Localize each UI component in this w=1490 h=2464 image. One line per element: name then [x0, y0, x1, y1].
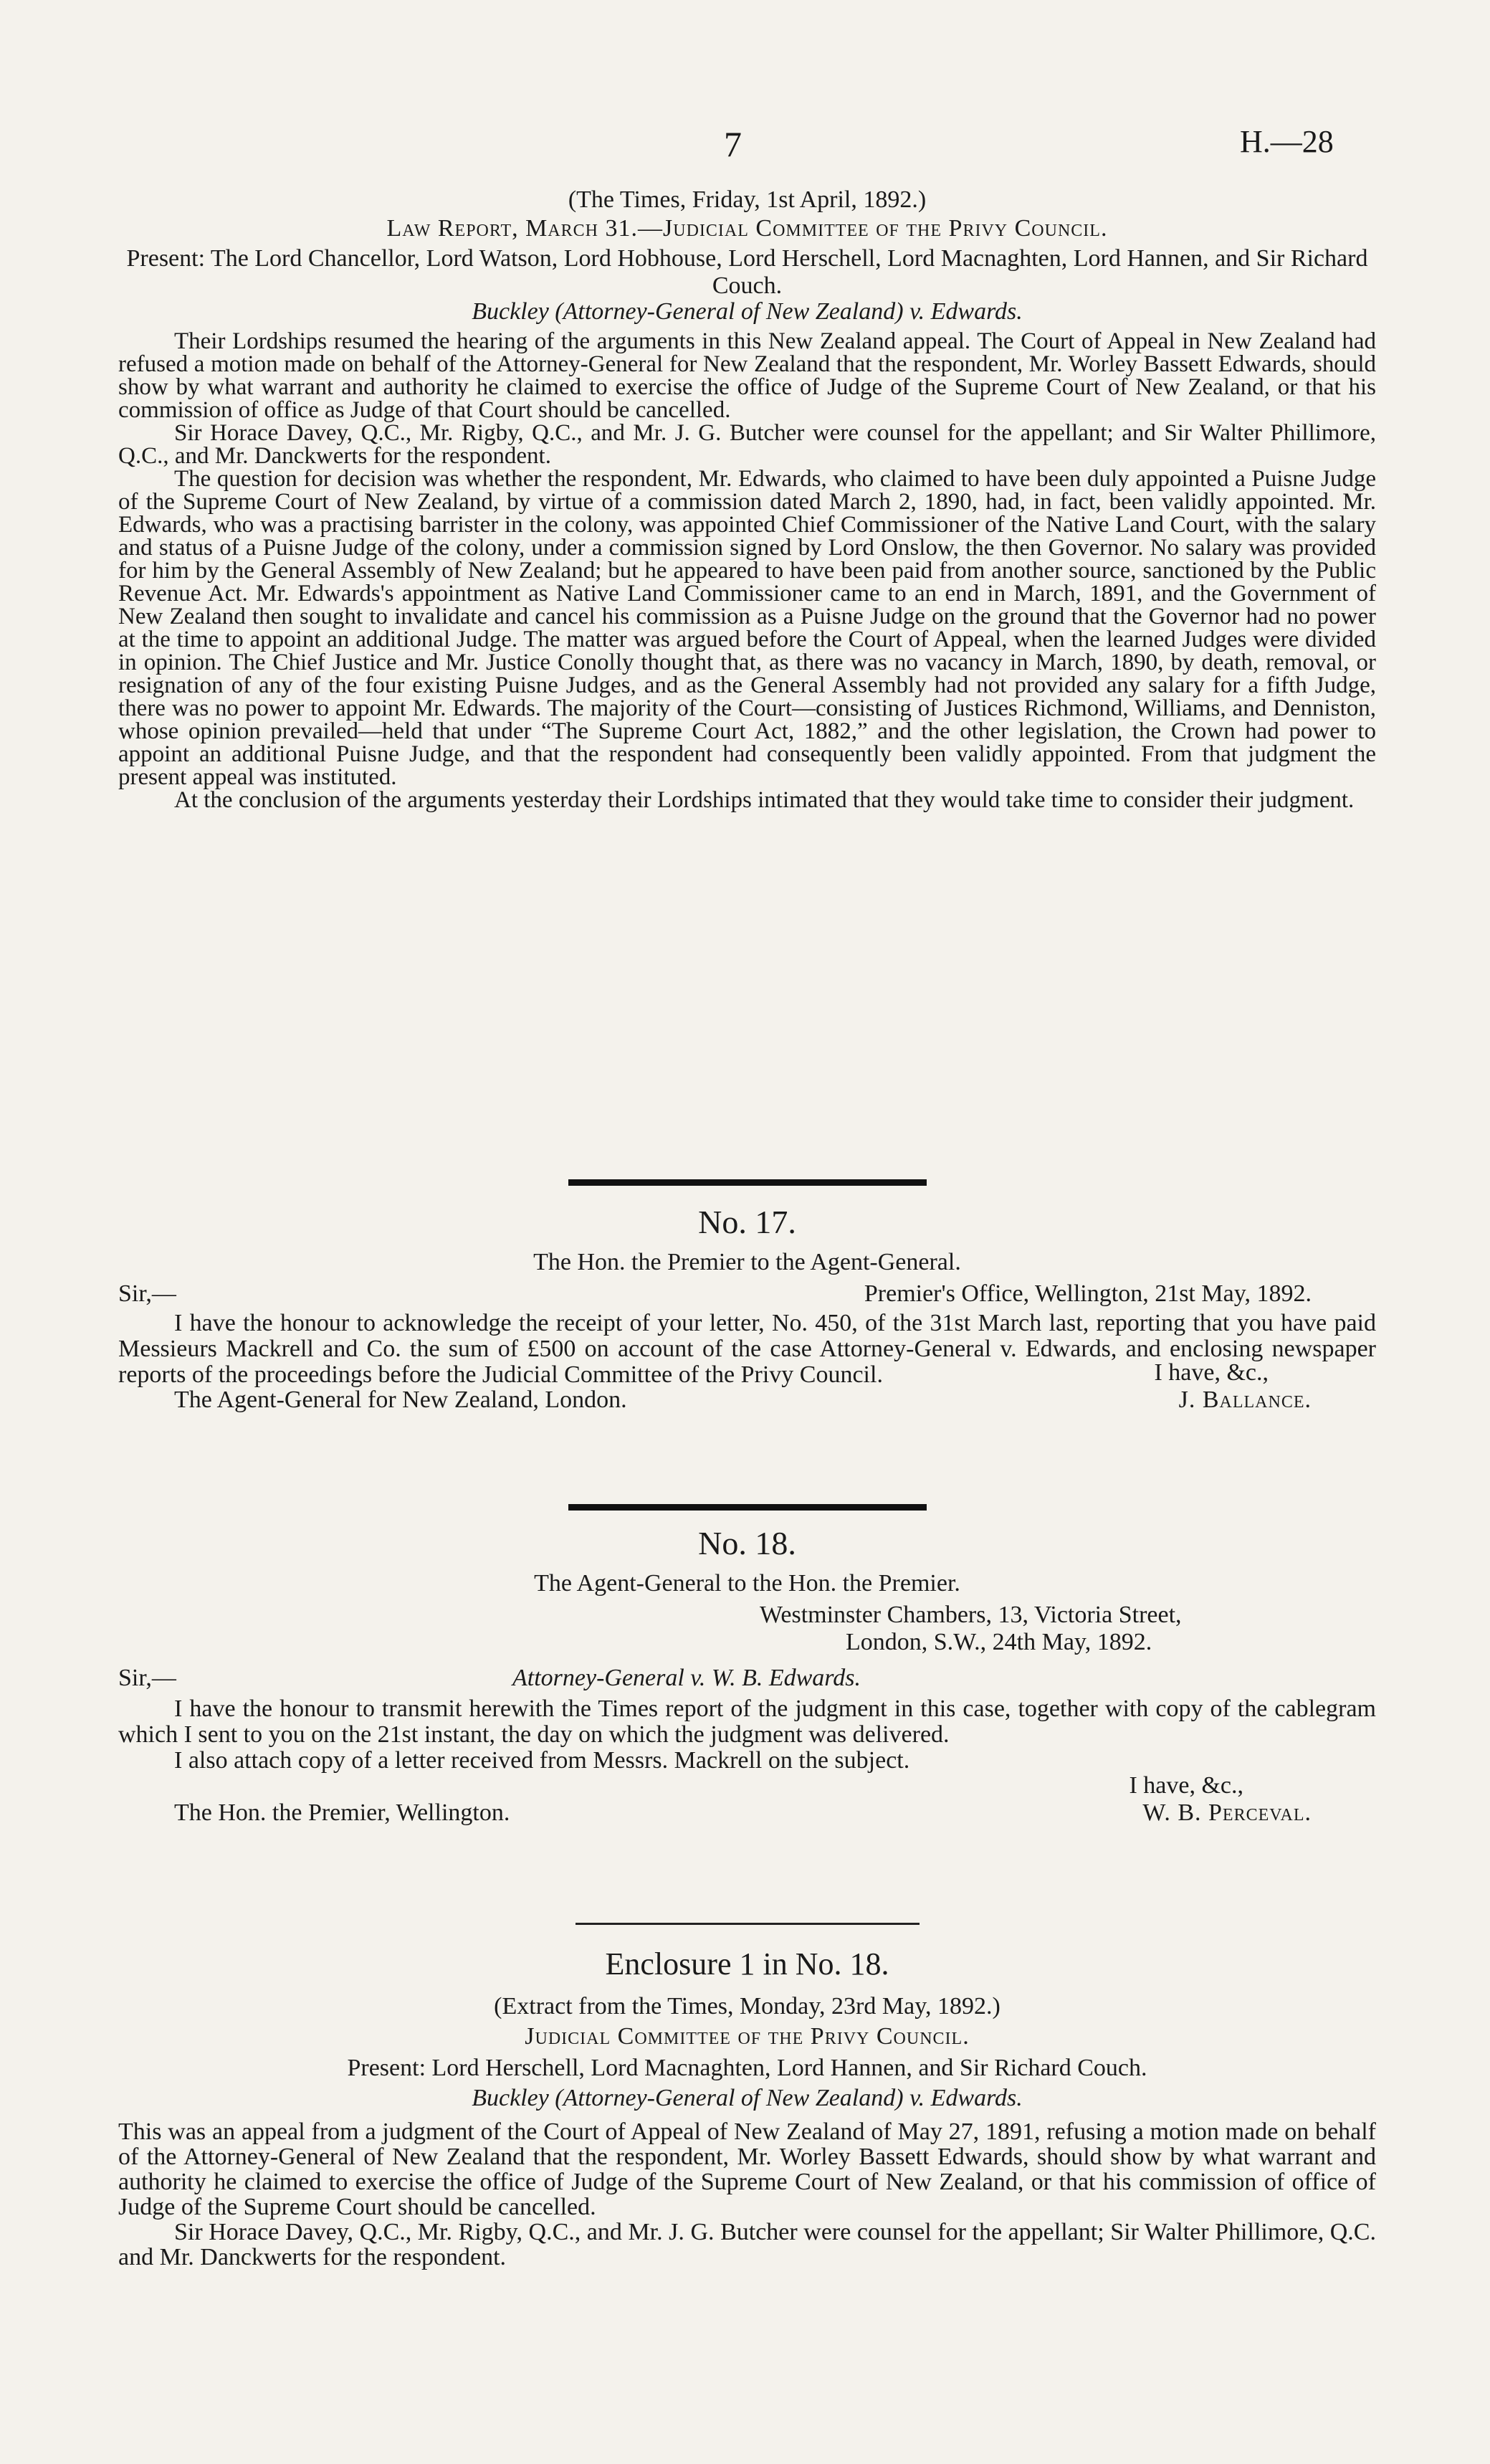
section-divider — [118, 1504, 1376, 1511]
enclosure-paragraph-1: This was an appeal from a judgment of the Court of Appeal of New Zealand of May 27, 1891, refusing a motion made on behalf of the Attorney-General of New Zealand that the respondent, Mr. Worley Bassett Edwards, should show by what warrant and authority he claimed to exercise the office of Judge of the Supreme Court of New Zealand, or that his commission of office of Judge of the Supreme Court should be cancelled. — [118, 2118, 1376, 2220]
thick-rule — [568, 1179, 927, 1186]
enclosure-case: Buckley (Attorney-General of New Zealand) v. Edwards. — [472, 2085, 1023, 2111]
letter-18-addressee: The Hon. the Premier, Wellington. — [174, 1799, 510, 1826]
letter-18-address-line2: London, S.W., 24th May, 1892. — [846, 1629, 1152, 1655]
letter-17-body: I have the honour to acknowledge the receipt of your letter, No. 450, of the 31st March last, reporting that you have paid Messieurs Mackrell and Co. the sum of £500 on account of the case Attorney-General v. Edwards, and enclosing newspaper reports of the proceedings before the Judicial Committee of the Privy Council. — [118, 1310, 1376, 1388]
enclosure-section — [118, 1946, 1376, 2270]
thick-rule — [568, 1504, 927, 1511]
document-reference: H.—28 — [1240, 124, 1334, 159]
section-divider — [118, 1179, 1376, 1186]
enclosure-title: Enclosure 1 in No. 18. — [605, 1946, 889, 1982]
letter-no-18 — [118, 1527, 1376, 1830]
letter-17-place-date: Premier's Office, Wellington, 21st May, 1892. — [864, 1280, 1312, 1307]
letter-17-salutation: Sir,— — [118, 1280, 176, 1307]
times-report-present: Present: The Lord Chancellor, Lord Watson, Lord Hobhouse, Lord Herschell, Lord Macnaghten, Lord Hannen, and Sir Richard Couch. — [126, 245, 1368, 299]
letter-18-subtitle: The Agent-General to the Hon. the Premier. — [534, 1570, 960, 1597]
times-report-paragraph: Their Lordships resumed the hearing of the arguments in this New Zealand appeal. The Court of Appeal in New Zealand had refused a motion made on behalf of the Attorney-General for New Zealand that the respondent, Mr. Worley Bassett Edwards, should show by what warrant and authority he claimed to exercise the office of Judge of the Supreme Court of New Zealand, or that his commission of office as Judge of that Court should be cancelled. — [118, 328, 1376, 423]
times-report-paragraph: At the conclusion of the arguments yesterday their Lordships intimated that they would take time to consider their judgment. — [174, 787, 1355, 813]
letter-17-addressee: The Agent-General for New Zealand, London. — [174, 1386, 627, 1413]
letter-18-body-2: I also attach copy of a letter received from Messrs. Mackrell on the subject. — [174, 1747, 910, 1774]
letter-17-closing: I have, &c., — [1154, 1359, 1269, 1386]
letter-18-address-line1: Westminster Chambers, 13, Victoria Street, — [760, 1602, 1182, 1628]
times-report-paragraph: Sir Horace Davey, Q.C., Mr. Rigby, Q.C., and Mr. J. G. Butcher were counsel for the appellant; and Sir Walter Phillimore, Q.C., and Mr. Danckwerts for the respondent. — [118, 420, 1376, 469]
letter-18-body-1: I have the honour to transmit herewith the Times report of the judgment in this case, together with copy of the cablegram which I sent to you on the 21st instant, the day on which the judgment was delivered. — [118, 1695, 1376, 1748]
enclosure-source: (Extract from the Times, Monday, 23rd May, 1892.) — [494, 1993, 1001, 2020]
enclosure-paragraph-2: Sir Horace Davey, Q.C., Mr. Rigby, Q.C., and Mr. J. G. Butcher were counsel for the appellant; Sir Walter Phillimore, Q.C. and Mr. Danckwerts for the respondent. — [118, 2219, 1376, 2270]
letter-17-signature: J. Ballance. — [1178, 1386, 1312, 1413]
letter-17-subtitle: The Hon. the Premier to the Agent-General. — [533, 1249, 961, 1275]
letter-18-closing: I have, &c., — [1129, 1772, 1243, 1799]
times-report-section — [118, 188, 1376, 812]
enclosure-present: Present: Lord Herschell, Lord Macnaghten, Lord Hannen, and Sir Richard Couch. — [347, 2055, 1147, 2081]
letter-18-case: Attorney-General v. W. B. Edwards. — [512, 1665, 861, 1691]
times-report-case: Buckley (Attorney-General of New Zealand) v. Edwards. — [472, 298, 1023, 325]
times-report-source: (The Times, Friday, 1st April, 1892.) — [568, 186, 927, 213]
letter-18-title: No. 18. — [698, 1525, 796, 1561]
times-report-heading: Law Report, March 31.—Judicial Committee of the Privy Council. — [386, 215, 1108, 242]
letter-18-salutation: Sir,— — [118, 1665, 176, 1691]
letter-17-title: No. 17. — [698, 1204, 796, 1240]
thin-rule — [576, 1923, 920, 1925]
section-divider — [118, 1923, 1376, 1925]
enclosure-heading: Judicial Committee of the Privy Council. — [525, 2023, 970, 2050]
letter-no-17 — [118, 1206, 1376, 1417]
times-report-paragraph: The question for decision was whether the respondent, Mr. Edwards, who claimed to have been duly appointed a Puisne Judge of the Supreme Court of New Zealand, by virtue of a commission dated March 2, 1890, had, in fact, been validly appointed. Mr. Edwards, who was a practising barrister in the colony, was appointed Chief Commissioner of the Native Land Court, with the salary and status of a Puisne Judge of the colony, under a commission signed by Lord Onslow, the then Governor. No salary was provided for him by the General Assembly of New Zealand; but he appeared to have been paid from another source, sanctioned by the Public Revenue Act. Mr. Edwards's appointment as Native Land Commissioner came to an end in March, 1891, and the Government of New Zealand then sought to invalidate and cancel his commission as a Puisne Judge on the ground that the Governor had no power at the time to appoint an additional Judge. The matter was argued before the Court of Appeal, when the learned Judges were divided in opinion. The Chief Justice and Mr. Justice Conolly thought that, as there was no vacancy in March, 1890, by death, removal, or resignation of any of the four existing Puisne Judges, and as the General Assembly had not provided any salary for a fifth Judge, there was no power to appoint Mr. Edwards. The majority of the Court—consisting of Justices Richmond, Williams, and Denniston, whose opinion prevailed—held that under “The Supreme Court Act, 1882,” and the other legislation, the Crown had power to appoint an additional Puisne Judge, and that the respondent had consequently been validly appointed. From that judgment the present appeal was instituted. — [118, 466, 1376, 790]
letter-18-signature: W. B. Perceval. — [1142, 1799, 1312, 1826]
page-number: 7 — [724, 124, 742, 164]
